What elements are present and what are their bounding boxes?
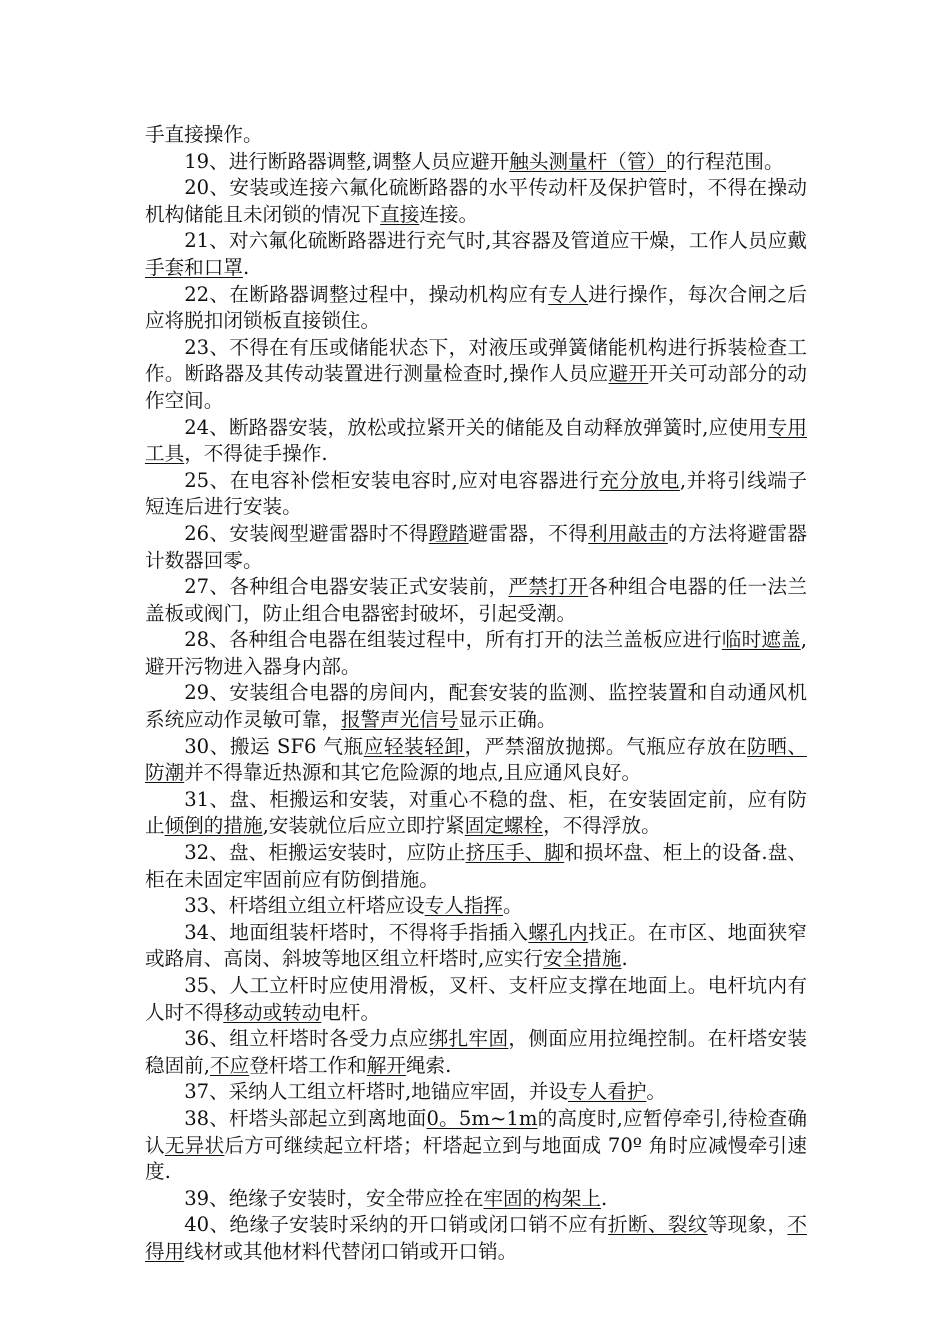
- underlined-answer: 专人: [548, 282, 589, 306]
- list-item: [145, 1106, 807, 1186]
- underlined-answer: 挤压手、脚: [465, 841, 565, 865]
- paragraph-text: ,并将引线端子短连后进行安装。: [145, 468, 807, 519]
- list-item: [145, 1079, 807, 1106]
- paragraph-text: ，不得浮放。: [543, 814, 661, 838]
- underlined-answer: 倾倒的措施: [164, 814, 263, 838]
- paragraph-text: 避雷器，不得: [468, 521, 589, 545]
- underlined-answer: 触头测量杆（管）: [509, 149, 667, 173]
- underlined-answer: 0。5m~1m: [426, 1106, 538, 1130]
- list-item: [145, 1026, 807, 1079]
- paragraph-text: 线材或其他材料代替闭口销或开口销。: [184, 1239, 518, 1263]
- underlined-answer: 牢固的构架上: [483, 1186, 601, 1210]
- paragraph-text: 36、组立杆塔时各受力点应: [184, 1027, 429, 1051]
- paragraph-text: 并不得靠近热源和其它危险源的地点,且应通风良好。: [184, 761, 642, 785]
- list-item: [145, 787, 807, 840]
- paragraph-text: 28、各种组合电器在组装过程中，所有打开的法兰盖板应进行: [184, 628, 722, 652]
- underlined-answer: 折断、裂纹: [608, 1213, 708, 1237]
- paragraph-text: .: [601, 1186, 608, 1210]
- paragraph-text: 40、绝缘子安装时采纳的开口销或闭口销不应有: [184, 1213, 609, 1237]
- paragraph-text: .: [621, 947, 628, 971]
- underlined-answer: 防晒、防潮: [145, 734, 808, 785]
- paragraph-text: 25、在电容补偿柜安装电容时,应对电容器进行: [184, 468, 600, 492]
- list-item: [145, 574, 807, 627]
- paragraph-text: ，严禁溜放抛掷。气瓶应存放在: [464, 734, 748, 758]
- paragraph-text: 19、进行断路器调整,调整人员应避开: [184, 149, 510, 173]
- paragraph-text: ，不得徒手操作.: [184, 442, 328, 466]
- paragraph-text: .: [242, 255, 250, 279]
- paragraph-text: 38、杆塔头部起立到离地面: [184, 1106, 427, 1130]
- list-item: [145, 335, 807, 415]
- list-item: [145, 1212, 807, 1265]
- paragraph-text: 进行操作，每次合闸之后应将脱扣闭锁板直接锁住。: [145, 282, 808, 333]
- underlined-answer: 利用敲击: [588, 521, 668, 545]
- list-item: [145, 973, 807, 1026]
- paragraph-text: ,避开污物进入器身内部。: [145, 628, 807, 678]
- underlined-answer: 严禁打开: [508, 575, 589, 599]
- paragraph-text: 后方可继续起立杆塔；杆塔起立到与地面成 70º 角时应减慢牵引速度.: [145, 1133, 807, 1184]
- list-item: [145, 920, 807, 973]
- paragraph-text: 27、各种组合电器安装正式安装前，: [184, 575, 509, 599]
- paragraph-text: 。: [503, 894, 523, 918]
- paragraph-continuation: 手直接操作。: [145, 123, 263, 146]
- list-item: [145, 893, 807, 920]
- list-item: [145, 282, 807, 335]
- paragraph-text: 绳索.: [405, 1053, 452, 1077]
- underlined-answer: 专人指挥: [424, 894, 504, 918]
- paragraph-text: 31、盘、柜搬运和安装，对重心不稳的盘、柜，在安装固定前，应有防止: [145, 787, 807, 838]
- paragraph-text: 和损坏盘、柜上的设备.盘、柜在未固定牢固前应有防倒措施。: [145, 841, 808, 891]
- underlined-answer: 安全措施: [543, 947, 622, 971]
- list-item: [145, 415, 807, 468]
- paragraph-list: [145, 149, 807, 1266]
- list-item: [145, 680, 807, 733]
- paragraph-text: 的高度时,应暂停牵引,待检查确认: [145, 1106, 807, 1157]
- paragraph-text: 的行程范围。: [666, 149, 784, 173]
- underlined-answer: 不得用: [145, 1213, 808, 1263]
- list-item: [145, 627, 807, 680]
- underlined-answer: 报警声光信号: [340, 708, 459, 732]
- underlined-answer: 临时遮盖: [721, 628, 801, 652]
- paragraph-text: 各种组合电器的任一法兰盖板或阀门，防止组合电器密封破坏，引起受潮。: [145, 575, 808, 625]
- paragraph-text: 33、杆塔组立组立杆塔应设: [184, 894, 425, 918]
- underlined-answer: 手套和口罩: [145, 255, 243, 279]
- list-item: [145, 149, 807, 176]
- paragraph-text: ,安装就位后应立即拧紧: [262, 814, 465, 838]
- paragraph-text: 32、盘、柜搬运安装时，应防止: [184, 841, 466, 865]
- underlined-answer: 无异状: [164, 1133, 225, 1157]
- paragraph-text: 29、安装组合电器的房间内，配套安装的监测、监控装置和自动通风机系统应动作灵敏可靠，: [145, 681, 807, 732]
- underlined-answer: 移动或转动: [223, 1000, 322, 1024]
- list-item: [145, 840, 807, 893]
- list-item: [145, 1186, 807, 1213]
- paragraph-text: 登杆塔工作和: [249, 1053, 367, 1077]
- paragraph-text: 找正。在市区、地面狭窄或路肩、高岗、斜坡等地区组立杆塔时,应实行: [145, 920, 808, 971]
- underlined-answer: 不应: [210, 1053, 250, 1077]
- underlined-answer: 蹬踏: [428, 521, 469, 545]
- underlined-answer: 直接: [380, 202, 420, 226]
- list-item: [145, 175, 807, 228]
- list-item: [145, 228, 807, 281]
- paragraph-text: 的方法将避雷器计数器回零。: [145, 521, 808, 572]
- paragraph-text: 26、安装阀型避雷器时不得: [184, 521, 429, 545]
- paragraph-text: 34、地面组装杆塔时，不得将手指插入: [184, 920, 529, 944]
- paragraph-text: 35、人工立杆时应使用滑板，叉杆、支杆应支撑在地面上。电杆坑内有人时不得: [145, 974, 807, 1024]
- underlined-answer: 绑扎牢固: [428, 1027, 509, 1051]
- underlined-answer: 专用工具: [145, 415, 807, 466]
- underlined-answer: 专人看护: [568, 1080, 647, 1104]
- paragraph-text: 20、安装或连接六氟化硫断路器的水平传动杆及保护管时，不得在操动机构储能且未闭锁的情况下: [145, 176, 807, 226]
- underlined-answer: 应轻装轻卸: [363, 734, 465, 758]
- document-body: [145, 122, 807, 1266]
- list-item: [145, 734, 807, 787]
- paragraph-text: 显示正确。: [458, 708, 557, 732]
- paragraph-text: 等现象，: [707, 1213, 788, 1237]
- paragraph-text: 连接。: [419, 202, 479, 226]
- underlined-answer: 避开: [608, 362, 649, 386]
- underlined-answer: 固定螺栓: [464, 814, 544, 838]
- paragraph-text: 24、断路器安装，放松或拉紧开关的储能及自动释放弹簧时,应使用: [184, 415, 768, 439]
- paragraph-text: 电杆。: [321, 1000, 381, 1024]
- underlined-answer: 螺孔内: [528, 920, 589, 944]
- paragraph-text: 37、采纳人工组立杆塔时,地锚应牢固，并设: [184, 1080, 569, 1104]
- paragraph-text: 23、不得在有压或储能状态下，对液压或弹簧储能机构进行拆装检查工作。断路器及其传动装置进行测量检查时,操作人员应: [145, 335, 807, 386]
- underlined-answer: 解开: [366, 1053, 406, 1077]
- list-item: [145, 468, 807, 521]
- paragraph-text: 开关可动部分的动作空间。: [145, 362, 808, 412]
- paragraph-text: 39、绝缘子安装时，安全带应拴在: [184, 1186, 484, 1210]
- paragraph-text: 。: [646, 1080, 667, 1104]
- paragraph-text: 30、搬运 SF6 气瓶: [184, 734, 364, 758]
- list-item: [145, 521, 807, 574]
- paragraph-text: ，侧面应用拉绳控制。在杆塔安装稳固前,: [145, 1027, 808, 1077]
- underlined-answer: 充分放电: [599, 468, 680, 492]
- paragraph-text: 22、在断路器调整过程中，操动机构应有: [184, 282, 549, 306]
- paragraph-text: 21、对六氟化硫断路器进行充气时,其容器及管道应干燥，工作人员应戴: [184, 229, 807, 253]
